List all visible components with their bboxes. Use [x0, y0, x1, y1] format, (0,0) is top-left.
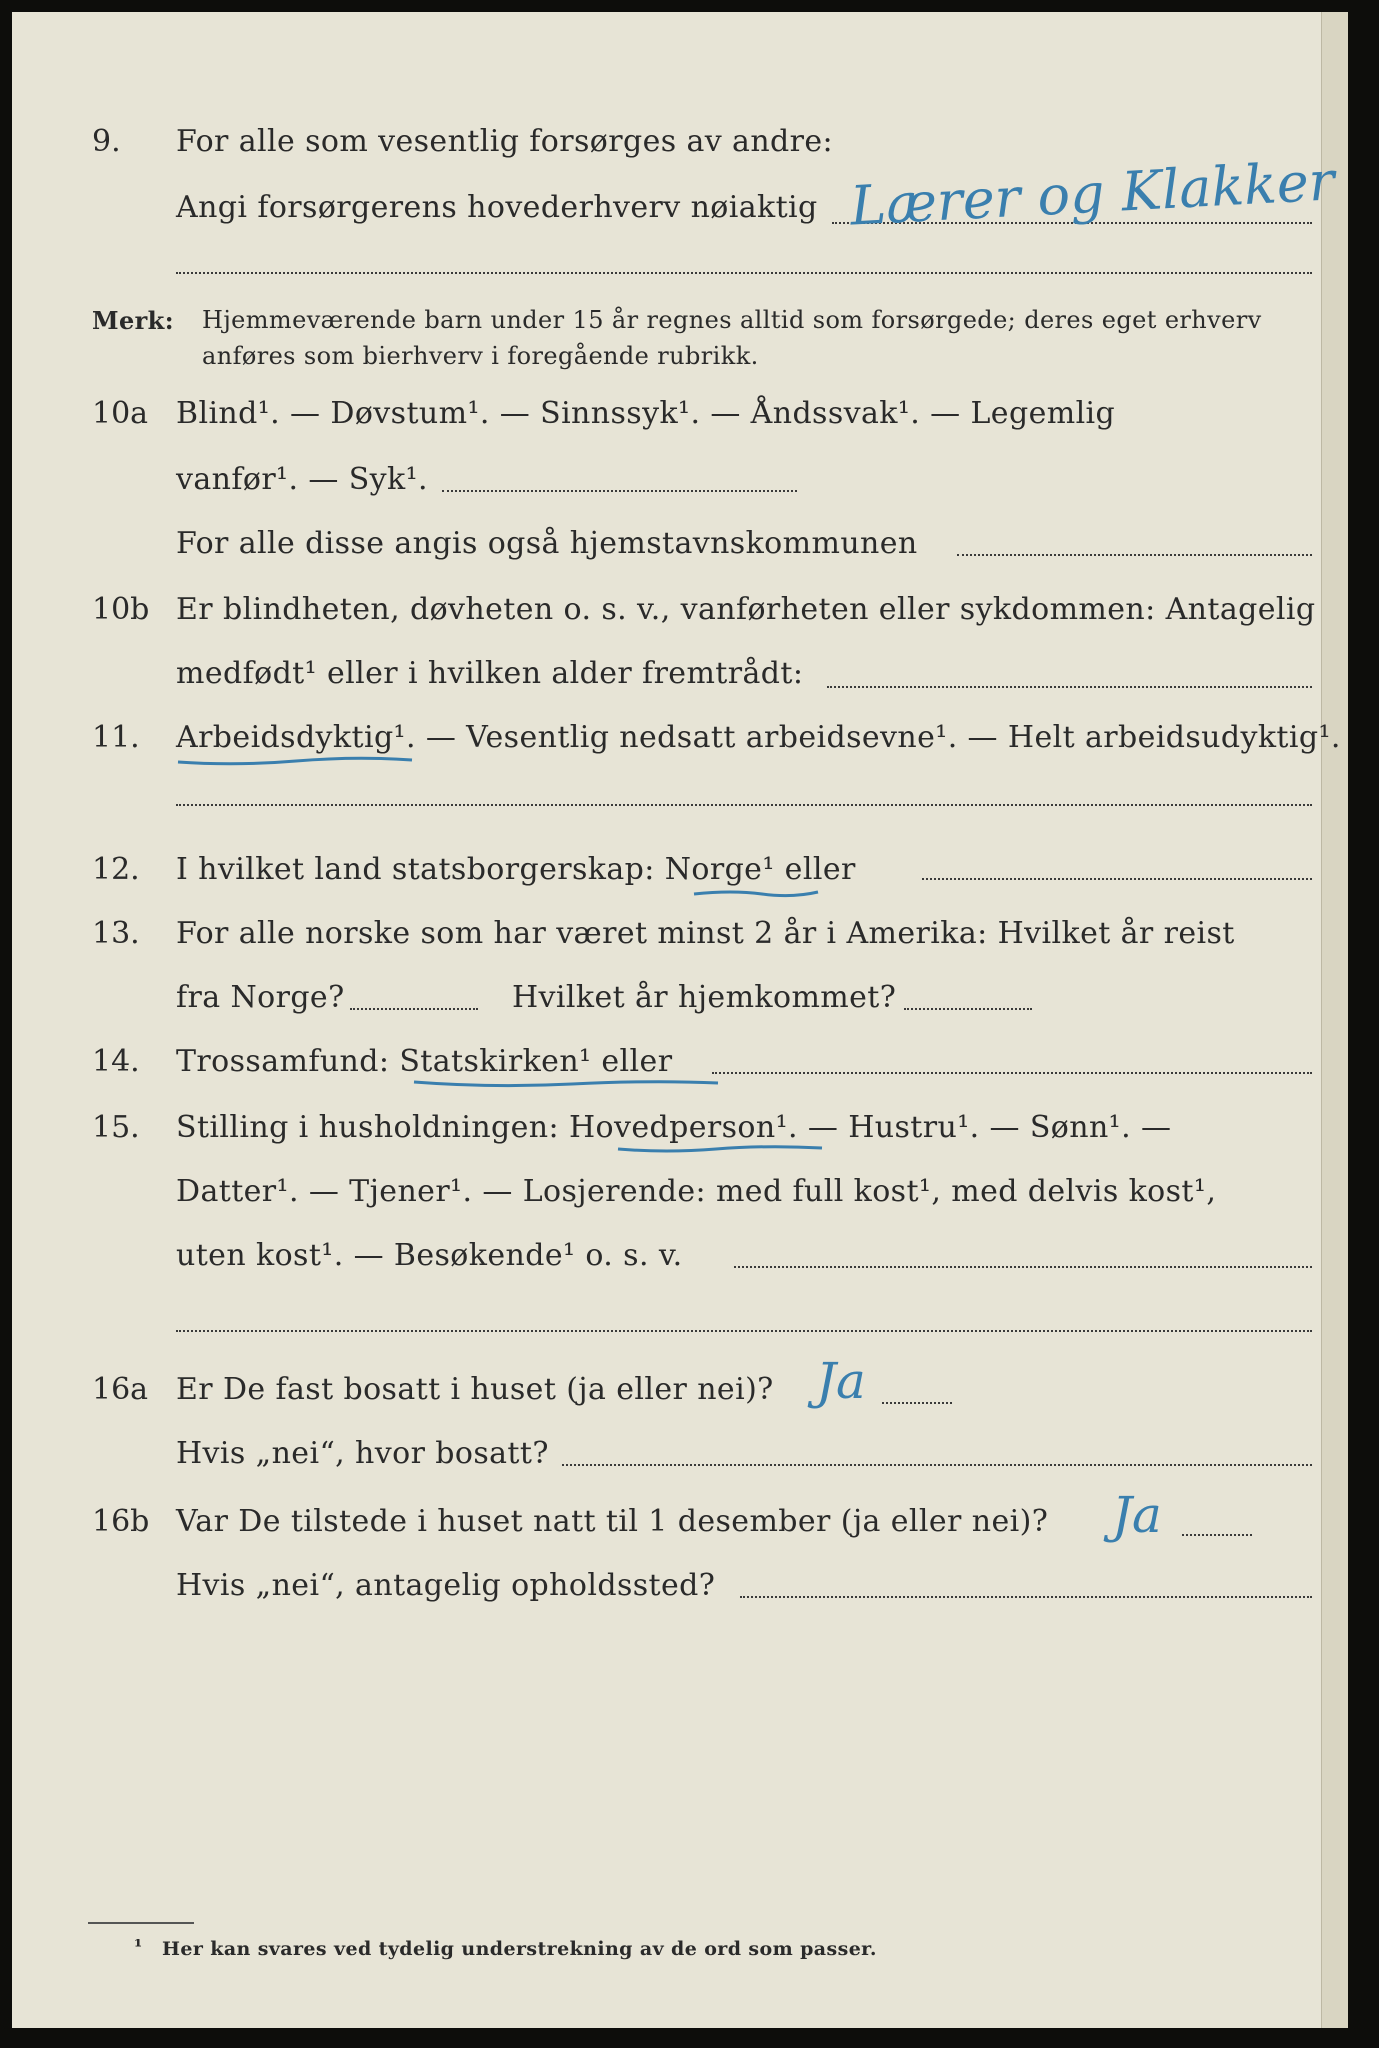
q10b-line1: Er blindheten, døvheten o. s. v., vanførheten eller sykdommen: Antagelig [176, 592, 1316, 627]
q15-extra-line [176, 1330, 1312, 1332]
q11-handwritten-underline [176, 754, 416, 768]
q16a-bosatt-line [562, 1464, 1312, 1466]
q9-extra-line [176, 272, 1312, 274]
q15-answer-line [734, 1266, 1312, 1268]
q16a-line2: Hvis „nei“, hvor bosatt? [176, 1436, 549, 1471]
q13-line2a: fra Norge? [176, 980, 345, 1015]
merk-line1: Hjemmeværende barn under 15 år regnes alltid som forsørgede; deres eget erhverv [202, 306, 1262, 334]
q12-answer-line [922, 878, 1312, 880]
footnote-text: Her kan svares ved tydelig understrekning av de ord som passer. [162, 1938, 877, 1960]
q16a-answer-line [882, 1402, 952, 1404]
q15-line3: uten kost¹. — Besøkende¹ o. s. v. [176, 1238, 683, 1273]
q13-reist-line [350, 1008, 478, 1010]
q9-handwritten-answer: Lærer og Klakker [848, 149, 1336, 238]
q14-line1: Trossamfund: Statskirken¹ eller [176, 1044, 673, 1079]
page-edge [1321, 12, 1348, 2028]
census-form-page [12, 12, 1348, 2028]
q13-number: 13. [92, 916, 140, 951]
q10a-syk-line [442, 490, 797, 492]
footnote-mark: ¹ [134, 1936, 143, 1958]
q16b-number: 16b [92, 1504, 150, 1539]
q16b-opholdssted-line [740, 1596, 1312, 1598]
q11-line1: Arbeidsdyktig¹. — Vesentlig nedsatt arbeidsevne¹. — Helt arbeidsudyktig¹. [176, 720, 1341, 755]
q16b-line2: Hvis „nei“, antagelig opholdssted? [176, 1568, 716, 1603]
q14-handwritten-underline [412, 1076, 722, 1090]
q10b-number: 10b [92, 592, 150, 627]
footnote-rule [88, 1922, 194, 1924]
q14-number: 14. [92, 1044, 140, 1079]
q15-line2: Datter¹. — Tjener¹. — Losjerende: med full kost¹, med delvis kost¹, [176, 1174, 1217, 1209]
merk-line2: anføres som bierhverv i foregående rubrikk. [202, 342, 759, 370]
q15-handwritten-underline [616, 1142, 826, 1156]
q10b-answer-line [827, 686, 1312, 688]
q16b-handwritten-answer: Ja [1112, 1486, 1162, 1544]
q16a-number: 16a [92, 1372, 149, 1407]
q13-line2b: Hvilket år hjemkommet? [512, 980, 897, 1015]
q11-extra-line [176, 804, 1312, 806]
q15-line1: Stilling i husholdningen: Hovedperson¹. — Hustru¹. — Sønn¹. — [176, 1110, 1172, 1145]
q10a-line1: Blind¹. — Døvstum¹. — Sinnssyk¹. — Åndssvak¹. — Legemlig [176, 396, 1116, 431]
q9-line2: Angi forsørgerens hovederhverv nøiaktig [176, 190, 818, 225]
q16a-line1: Er De fast bosatt i huset (ja eller nei)? [176, 1372, 774, 1407]
q16b-line1: Var De tilstede i huset natt til 1 desember (ja eller nei)? [176, 1504, 1049, 1539]
q9-line1: For alle som vesentlig forsørges av andre: [176, 124, 834, 159]
q15-number: 15. [92, 1110, 140, 1145]
q10a-kommune-line [957, 554, 1312, 556]
q10a-number: 10a [92, 396, 149, 431]
q13-hjemkommet-line [904, 1008, 1032, 1010]
q16a-handwritten-answer: Ja [816, 1352, 866, 1410]
q16b-answer-line [1182, 1534, 1252, 1536]
q10b-line2: medfødt¹ eller i hvilken alder fremtrådt: [176, 656, 804, 691]
q13-line1: For alle norske som har været minst 2 år i Amerika: Hvilket år reist [176, 916, 1235, 951]
q14-answer-line [712, 1072, 1312, 1074]
q10a-line3: For alle disse angis også hjemstavnskommunen [176, 526, 918, 561]
q12-line1: I hvilket land statsborgerskap: Norge¹ eller [176, 852, 856, 887]
q12-handwritten-underline [692, 886, 822, 900]
merk-label: Merk: [92, 306, 174, 335]
q12-number: 12. [92, 852, 140, 887]
q10a-line2: vanfør¹. — Syk¹. [176, 462, 428, 497]
q11-number: 11. [92, 720, 140, 755]
q9-number: 9. [92, 124, 121, 159]
